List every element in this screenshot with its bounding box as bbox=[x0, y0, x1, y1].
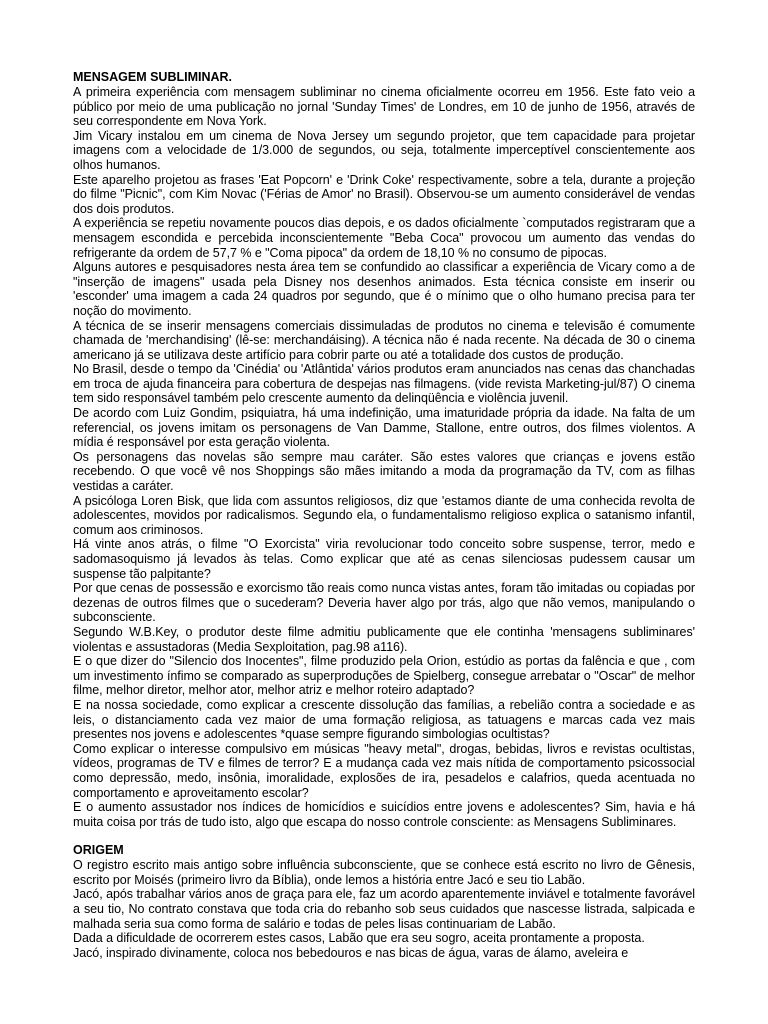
paragraph: Há vinte anos atrás, o filme "O Exorcista" viria revolucionar todo conceito sobre suspense, terror, medo e sadomasoquismo já levados às telas. Como explicar que até as cenas silenciosas pudessem causar um suspense tão palpitante? bbox=[73, 537, 695, 581]
paragraph: Como explicar o interesse compulsivo em músicas "heavy metal", drogas, bebidas, livros e revistas ocultistas, vídeos, programas de TV e filmes de terror? E a mudança cada vez mais nítida de comportamento psicossocial como depressão, medo, insônia, imoralidade, explosões de ira, pesadelos e calafrios, queda acentuada no comportamento e aproveitamento escolar? bbox=[73, 741, 695, 800]
paragraph: A psicóloga Loren Bisk, que lida com assuntos religiosos, diz que 'estamos diante de uma conhecida revolta de adolescentes, movidos por radicalismos. Segundo ela, o fundamentalismo religioso explica o satanismo infantil, comum aos criminosos. bbox=[73, 493, 695, 537]
paragraph: Dada a dificuldade de ocorrerem estes casos, Labão que era seu sogro, aceita prontamente a proposta. bbox=[73, 931, 645, 946]
paragraph: E o aumento assustador nos índices de homicídios e suicídios entre jovens e adolescentes? Sim, havia e há muita coisa por trás de tudo isto, algo que escapa do nosso controle consciente: as Mensagens Subliminares. bbox=[73, 800, 695, 829]
paragraph: Jacó, inspirado divinamente, coloca nos bebedouros e nas bicas de água, varas de álamo, aveleira e bbox=[73, 945, 629, 960]
paragraph: De acordo com Luiz Gondim, psiquiatra, há uma indefinição, uma imaturidade própria da idade. Na falta de um referencial, os jovens imitam os personagens de Van Damme, Stallone, entre outros, dos filmes violentos. A mídia é responsável por esta geração violenta. bbox=[73, 406, 695, 450]
paragraph: A técnica de se inserir mensagens comerciais dissimuladas de produtos no cinema e televisão é comumente chamada de 'merchandising' (lê-se: merchandáising). A técnica não é nada recente. Na década de 30 o cinema americano já se utilizava deste artifício para cobrir parte ou até a totalidade dos custos de produção. bbox=[73, 318, 695, 362]
paragraph: E na nossa sociedade, como explicar a crescente dissolução das famílias, a rebelião contra a sociedade e as leis, o distanciamento cada vez maior de uma formação religiosa, as tatuagens e marcas cada vez mais presentes nos jovens e adolescentes *quase sempre figurando simbologias ocultistas? bbox=[73, 697, 695, 742]
section-heading: MENSAGEM SUBLIMINAR. bbox=[73, 70, 233, 84]
paragraph: Alguns autores e pesquisadores nesta área tem se confundido ao classificar a experiência de Vicary como a de "inserção de imagens" usada pela Disney nos desenhos animados. Esta técnica consiste em inserir ou 'esconder' uma imagem a cada 24 quadros por segundo, que é o mínimo que o olho humano precisa para ter noção do movimento. bbox=[73, 260, 695, 318]
paragraph: No Brasil, desde o tempo da 'Cinédia' ou 'Atlântida' vários produtos eram anunciados nas cenas das chanchadas em troca de ajuda financeira para cobertura de despejas nas filmagens. (vide revista Marketing-jul/87) O cinema tem sido responsável também pelo crescente aumento da delinqüência e violência juvenil. bbox=[73, 362, 695, 406]
paragraph: Por que cenas de possessão e exorcismo tão reais como nunca vistas antes, foram tão imitadas ou copiadas por dezenas de outros filmes que o sucederam? Deveria haver algo por trás, algo que não vemos, manipulando o subconsciente. bbox=[73, 581, 695, 625]
paragraph: Jacó, após trabalhar vários anos de graça para ele, faz um acordo aparentemente inviável e totalmente favorável a seu tio, No contrato constava que toda cria do rebanho sob seus cuidados que nascesse listrada, salpicada e malhada seria sua como forma de salário e todas de peles lisas continuariam de Labão. bbox=[73, 887, 695, 931]
paragraph: Segundo W.B.Key, o produtor deste filme admitiu publicamente que ele continha 'mensagens subliminares' violentas e assustadoras (Media Sexploitation, pag.98 a116). bbox=[73, 624, 695, 654]
paragraph: Jim Vicary instalou em um cinema de Nova Jersey um segundo projetor, que tem capacidade para projetar imagens com a velocidade de 1/3.000 de segundos, ou seja, totalmente imperceptível conscientemente aos olhos humanos. bbox=[73, 128, 695, 172]
paragraph: A experiência se repetiu novamente poucos dias depois, e os dados oficialmente `computados registraram que a mensagem escondida e percebida inconscientemente "Beba Coca" provocou um aumento das vendas do refrigerante da ordem de 57,7 % e "Coma pipoca" da ordem de 18,10 % no consumo de pipocas. bbox=[73, 216, 695, 260]
paragraph: Os personagens das novelas são sempre mau caráter. São estes valores que crianças e jovens estão recebendo. O que você vê nos Shoppings são mães imitando a moda da programação da TV, com as filhas vestidas a caráter. bbox=[73, 449, 695, 494]
section-mensagem-subliminar bbox=[73, 70, 695, 829]
document-page bbox=[73, 70, 695, 960]
paragraph: Este aparelho projetou as frases 'Eat Popcorn' e 'Drink Coke' respectivamente, sobre a tela, durante a projeção do filme "Picnic", com Kim Novac ('Férias de Amor' no Brasil). Observou-se um aumento considerável de vendas dos dois produtos. bbox=[73, 172, 695, 216]
paragraph: E o que dizer do "Silencio dos Inocentes", filme produzido pela Orion, estúdio as portas da falência e que , com um investimento ínfimo se comparado as superproduções de Spielberg, consegue arrebatar o "Oscar" de melhor filme, melhor diretor, melhor ator, melhor atriz e melhor roteiro adaptado? bbox=[73, 654, 695, 698]
section-heading: ORIGEM bbox=[73, 843, 124, 858]
paragraph: O registro escrito mais antigo sobre influência subconsciente, que se conhece está escrito no livro de Gênesis, escrito por Moisés (primeiro livro da Bíblia), onde lemos a história entre Jacó e seu tio Labão. bbox=[73, 858, 695, 887]
paragraph: A primeira experiência com mensagem subliminar no cinema oficialmente ocorreu em 1956. Este fato veio a público por meio de uma publicação no jornal 'Sunday Times' de Londres, em 10 de junho de 1956, através de seu correspondente em Nova York. bbox=[73, 85, 695, 129]
section-origem bbox=[73, 843, 695, 960]
